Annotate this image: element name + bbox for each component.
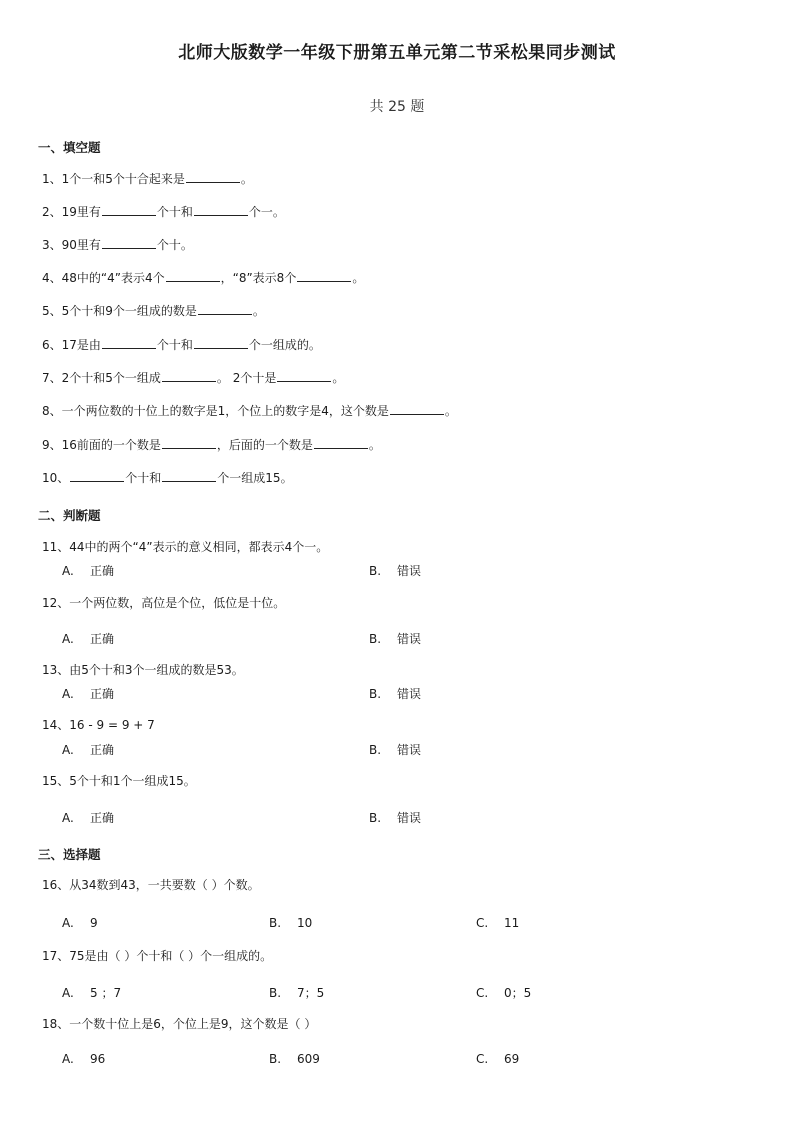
question-9 <box>42 436 381 453</box>
question-text: 个十。 <box>156 238 193 252</box>
question-text: 1、1个一和5个十合起来是 <box>42 172 185 186</box>
question-text: ，“8”表示8个 <box>220 271 297 285</box>
option-b[interactable]: B. 609 <box>269 1052 320 1066</box>
option-c[interactable]: C. 11 <box>476 916 520 930</box>
question-text: 。 <box>444 404 457 418</box>
option-b[interactable]: B. 7；5 <box>269 986 325 1000</box>
section-heading-choice: 三、选择题 <box>38 847 101 862</box>
question-text: 个十和 <box>156 338 193 352</box>
option-b[interactable]: B. 错误 <box>369 743 422 757</box>
section-heading-fill: 一、填空题 <box>38 140 101 155</box>
question-7 <box>42 369 344 386</box>
question-text: 10、 <box>42 471 70 485</box>
question-text: 2、19里有 <box>42 205 101 219</box>
answer-blank[interactable] <box>186 181 240 183</box>
question-count: 共 25 题 <box>369 99 425 115</box>
question-5 <box>42 302 265 319</box>
option-a[interactable]: A. 96 <box>62 1052 106 1066</box>
question-text: 个十和 <box>125 471 162 485</box>
question-2 <box>42 203 285 220</box>
question-text: 8、一个两位数的十位上的数字是1，个位上的数字是4，这个数是 <box>42 404 389 418</box>
option-b[interactable]: B. 10 <box>269 916 313 930</box>
question-text: 3、90里有 <box>42 238 101 252</box>
answer-blank[interactable] <box>314 447 368 449</box>
option-b[interactable]: B. 错误 <box>369 632 422 646</box>
question-text: 4、48中的“4”表示4个 <box>42 271 165 285</box>
answer-blank[interactable] <box>162 380 216 382</box>
question-text: 。 <box>352 271 365 285</box>
question-text: 。 <box>240 172 253 186</box>
question-text: 。 <box>252 304 265 318</box>
question-text: 个一组成的。 <box>248 338 321 352</box>
answer-blank[interactable] <box>70 480 124 482</box>
answer-blank[interactable] <box>102 247 156 249</box>
option-b[interactable]: B. 错误 <box>369 687 422 701</box>
question-text: 7、2个十和5个一组成 <box>42 371 161 385</box>
answer-blank[interactable] <box>102 214 156 216</box>
question-text: 9、16前面的一个数是 <box>42 438 161 452</box>
option-c[interactable]: C. 0；5 <box>476 986 532 1000</box>
answer-blank[interactable] <box>162 480 216 482</box>
question-12: 12、一个两位数，高位是个位，低位是十位。 <box>42 596 286 610</box>
page-title: 北师大版数学一年级下册第五单元第二节采松果同步测试 <box>178 43 616 63</box>
answer-blank[interactable] <box>277 380 331 382</box>
answer-blank[interactable] <box>194 214 248 216</box>
question-text: 个十和 <box>156 205 193 219</box>
option-b[interactable]: B. 错误 <box>369 564 422 578</box>
question-8 <box>42 402 457 419</box>
question-16: 16、从34数到43，一共要数（ ）个数。 <box>42 878 260 892</box>
question-4 <box>42 269 364 286</box>
option-b[interactable]: B. 错误 <box>369 811 422 825</box>
question-17: 17、75是由（ ）个十和（ ）个一组成的。 <box>42 949 273 963</box>
question-18: 18、一个数十位上是6，个位上是9，这个数是（ ） <box>42 1017 317 1031</box>
question-text: 5、5个十和9个一组成的数是 <box>42 304 197 318</box>
question-3 <box>42 236 193 253</box>
answer-blank[interactable] <box>194 347 248 349</box>
question-text: ，后面的一个数是 <box>216 438 313 452</box>
option-a[interactable]: A. 正确 <box>62 687 115 701</box>
question-11: 11、44中的两个“4”表示的意义相同，都表示4个一。 <box>42 540 329 554</box>
option-c[interactable]: C. 69 <box>476 1052 520 1066</box>
question-10 <box>42 469 293 486</box>
answer-blank[interactable] <box>166 280 220 282</box>
question-text: 。 2个十是 <box>216 371 277 385</box>
answer-blank[interactable] <box>102 347 156 349</box>
answer-blank[interactable] <box>198 313 252 315</box>
option-a[interactable]: A. 正确 <box>62 743 115 757</box>
answer-blank[interactable] <box>390 413 444 415</box>
option-a[interactable]: A. 正确 <box>62 564 115 578</box>
question-text: 。 <box>368 438 381 452</box>
question-text: 6、17是由 <box>42 338 101 352</box>
question-15: 15、5个十和1个一组成15。 <box>42 774 196 788</box>
question-text: 。 <box>332 371 345 385</box>
answer-blank[interactable] <box>162 447 216 449</box>
question-6 <box>42 336 321 353</box>
option-a[interactable]: A. 9 <box>62 916 98 930</box>
question-1 <box>42 170 253 187</box>
question-14: 14、16 - 9 = 9 + 7 <box>42 718 155 732</box>
option-a[interactable]: A. 正确 <box>62 811 115 825</box>
question-text: 个一。 <box>248 205 285 219</box>
question-13: 13、由5个十和3个一组成的数是53。 <box>42 663 244 677</box>
option-a[interactable]: A. 5 ；7 <box>62 986 122 1000</box>
question-text: 个一组成15。 <box>217 471 293 485</box>
option-a[interactable]: A. 正确 <box>62 632 115 646</box>
section-heading-judge: 二、判断题 <box>38 508 101 523</box>
answer-blank[interactable] <box>297 280 351 282</box>
